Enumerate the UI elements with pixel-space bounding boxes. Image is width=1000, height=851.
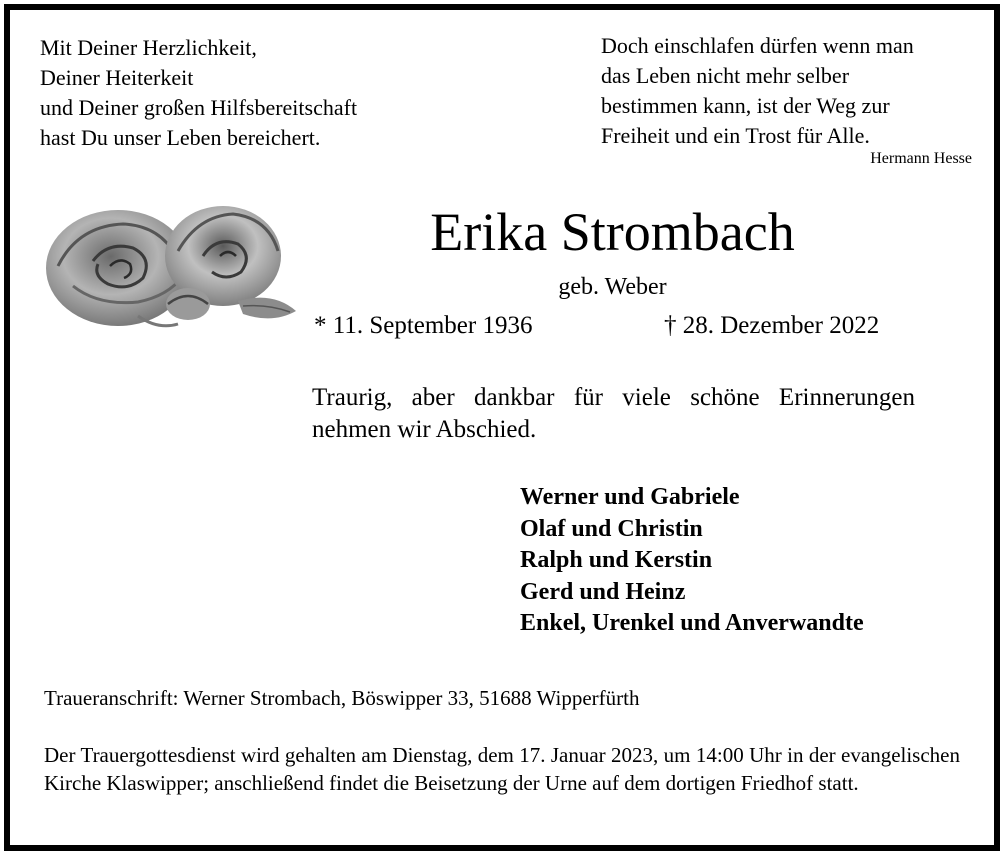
- farewell-message: Traurig, aber dankbar für viele schöne Erinnerungen nehmen wir Abschied.: [312, 384, 915, 443]
- mourner-line: Gerd und Heinz: [520, 578, 686, 605]
- verse-right-line: das Leben nicht mehr selber: [601, 63, 850, 88]
- mourner-line: Olaf und Christin: [520, 515, 703, 542]
- roses-image: [38, 196, 298, 336]
- verse-left: [40, 33, 357, 153]
- verse-right-line: Doch einschlafen dürfen wenn man: [601, 33, 914, 58]
- verse-right-line: bestimmen kann, ist der Weg zur: [601, 93, 890, 118]
- mourning-address: Traueranschrift: Werner Strombach, Böswipper 33, 51688 Wipperfürth: [44, 686, 640, 710]
- birth-date: * 11. September 1936: [314, 312, 533, 339]
- verse-left-line: und Deiner großen Hilfsbereitschaft: [40, 95, 358, 120]
- service-details: Der Trauergottesdienst wird gehalten am Dienstag, dem 17. Januar 2023, um 14:00 Uhr in der evangelischen Kirche Klaswipper; anschließend findet die Beisetzung der Urne auf dem dortigen Friedhof statt.: [44, 743, 960, 795]
- mourner-line: Werner und Gabriele: [520, 484, 740, 510]
- obituary-notice: [4, 4, 1000, 851]
- verse-left-line: hast Du unser Leben bereichert.: [40, 125, 321, 150]
- deceased-name: Erika Strombach: [430, 202, 795, 262]
- maiden-name: geb. Weber: [558, 274, 667, 300]
- verse-right-line: Freiheit und ein Trost für Alle.: [601, 123, 870, 148]
- mourners-list: [520, 482, 864, 640]
- death-date: † 28. Dezember 2022: [664, 312, 880, 339]
- verse-right: [601, 31, 914, 151]
- verse-author: Hermann Hesse: [870, 150, 972, 167]
- mourner-line: Enkel, Urenkel und Anverwandte: [520, 610, 864, 636]
- verse-left-line: Deiner Heiterkeit: [40, 65, 194, 90]
- verse-left-line: Mit Deiner Herzlichkeit,: [40, 35, 257, 60]
- mourner-line: Ralph und Kerstin: [520, 547, 713, 573]
